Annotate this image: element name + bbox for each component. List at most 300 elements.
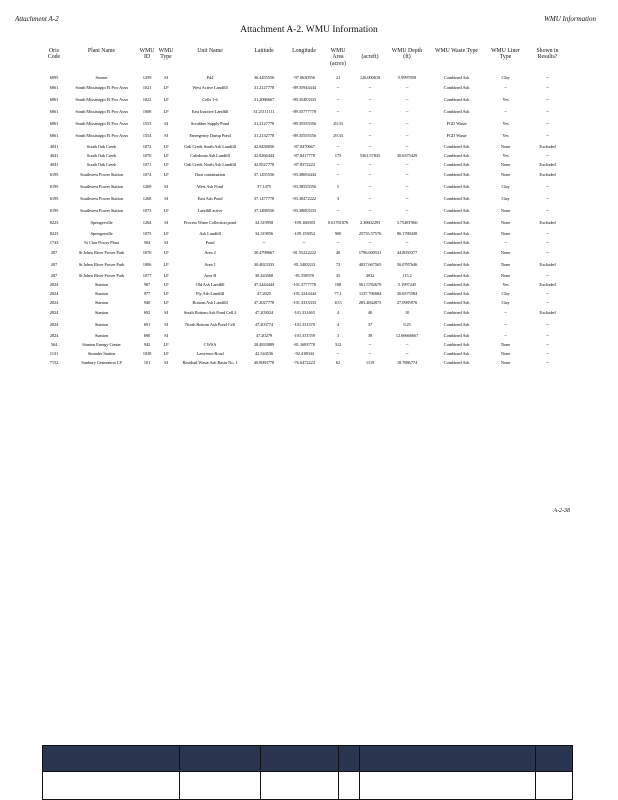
table-cell: 207 xyxy=(50,250,58,256)
table-row xyxy=(42,160,572,169)
table-cell: Strauder Station xyxy=(87,350,116,356)
table-cell: -89.35777778 xyxy=(292,109,316,115)
table-cell: 207 xyxy=(50,272,58,278)
table-cell: 30.6575584 xyxy=(396,290,418,296)
table-cell: -87.8372222 xyxy=(293,161,315,167)
table-cell: -- xyxy=(546,341,549,347)
table-cell: -- xyxy=(368,172,372,178)
table-cell: 10.5 xyxy=(334,299,342,305)
table-cell: Southwest Power Station xyxy=(80,172,123,178)
table-cell: 37.1488556 xyxy=(253,208,275,214)
table-cell: 6195 xyxy=(49,184,59,190)
column-header xyxy=(42,47,66,73)
table-row xyxy=(42,319,572,331)
table-cell: Southwest Power Station xyxy=(80,184,123,190)
table-cell: 1268 xyxy=(142,196,152,202)
table-cell: None xyxy=(500,161,511,167)
column-header-line: Results? xyxy=(537,54,558,61)
column-header xyxy=(157,47,175,73)
column-header xyxy=(425,47,488,73)
table-cell: 34.319956 xyxy=(254,230,274,236)
table-cell: 2824 xyxy=(49,322,59,328)
table-cell: 1022 xyxy=(142,97,152,103)
table-row xyxy=(42,193,572,205)
table-cell: Combined Ash xyxy=(443,262,470,268)
table-cell: -- xyxy=(336,239,340,245)
table-cell: LF xyxy=(163,152,169,158)
table-cell: -- xyxy=(504,322,507,328)
table-cell: -- xyxy=(405,97,409,103)
table-row xyxy=(42,298,572,307)
table-cell: 312 xyxy=(334,341,342,347)
table-cell: 40 xyxy=(335,250,341,256)
table-cell: 2824 xyxy=(49,310,59,316)
table-cell: SI xyxy=(164,310,168,316)
table-cell: Combined Ash xyxy=(443,281,470,287)
table-cell: Yes xyxy=(502,152,509,158)
table-cell: 1076 xyxy=(142,250,152,256)
table-cell: Combined Ash xyxy=(443,152,470,158)
table-cell: Combined Ash xyxy=(443,143,470,149)
column-header xyxy=(175,47,245,73)
footer-band-cell xyxy=(536,746,573,772)
table-cell: 40 xyxy=(367,310,373,316)
table-cell: 101 xyxy=(143,359,151,365)
table-cell: 1269 xyxy=(142,184,152,190)
table-cell: -- xyxy=(405,85,409,91)
table-cell: -101.3333333 xyxy=(292,299,316,305)
table-cell: -- xyxy=(368,143,372,149)
table-cell: Clay xyxy=(501,184,510,190)
table-cell: 38 xyxy=(367,332,373,338)
table-cell: 1074 xyxy=(142,172,152,178)
table-cell: -87.8417778 xyxy=(293,152,315,158)
column-header-line: Type xyxy=(499,54,512,61)
table-cell: -- xyxy=(368,196,372,202)
table-cell: -- xyxy=(405,341,409,347)
table-cell: 1119 xyxy=(365,359,375,365)
table-cell: 2824 xyxy=(49,281,59,287)
table-cell: 564 xyxy=(50,341,58,347)
table-cell: 30.6375429 xyxy=(396,152,418,158)
footer-grid xyxy=(42,745,573,800)
column-header-line: WMU xyxy=(139,48,155,54)
footer-cell xyxy=(536,772,573,800)
table-cell: -81.1683778 xyxy=(293,341,315,347)
table-cell: -- xyxy=(546,74,549,80)
table-cell: Stanton xyxy=(95,299,108,305)
table-cell: LF xyxy=(163,208,169,214)
table-cell: -- xyxy=(405,184,409,190)
table-row xyxy=(42,205,572,217)
table-cell: Pond xyxy=(205,239,215,245)
table-cell: Combined Ash xyxy=(443,239,470,245)
table-cell: St Clair Power Plant xyxy=(84,239,119,245)
column-header-line: Type xyxy=(160,54,172,61)
table-row xyxy=(42,271,572,280)
table-cell: Springerville xyxy=(90,230,113,236)
table-cell: LF xyxy=(163,109,169,115)
column-header-line: (ft) xyxy=(403,54,411,61)
table-cell: Sunbury Generation LP xyxy=(81,359,122,365)
table-cell: LF xyxy=(163,350,169,356)
table-cell: Combined Ash xyxy=(443,230,470,236)
footer-band-cell xyxy=(43,746,180,772)
table-cell: South Mississippi El Pwr Assn xyxy=(75,85,128,91)
table-cell: 37.1455556 xyxy=(253,172,275,178)
table-row xyxy=(42,259,572,271)
column-header xyxy=(137,47,157,73)
table-cell: Excluded xyxy=(539,262,556,268)
table-cell: -- xyxy=(546,239,549,245)
table-cell: Landfill active xyxy=(197,208,223,214)
table-cell: 1131 xyxy=(49,350,59,356)
table-cell: 1006 xyxy=(142,262,152,268)
table-cell: Combined Ash xyxy=(443,184,470,190)
table-cell: Springerville xyxy=(90,220,113,226)
table-cell: Combined Ash xyxy=(443,272,470,278)
table-cell: 1137.796684 xyxy=(358,290,382,296)
table-cell: 47.2444444 xyxy=(253,281,275,287)
column-header-line: Code xyxy=(47,54,61,61)
table-cell: -- xyxy=(405,350,409,356)
table-cell: 1008 xyxy=(142,109,152,115)
table-cell: 10 xyxy=(404,310,410,316)
table-cell: LF xyxy=(163,250,169,256)
footer-cell xyxy=(339,772,360,800)
table-cell: 283.4842875 xyxy=(358,299,382,305)
table-cell: Oak Creek North Ash Landfill xyxy=(184,161,236,167)
table-cell: Combined Ash xyxy=(443,332,470,338)
column-header xyxy=(523,47,572,73)
table-cell: 6061 xyxy=(49,85,59,91)
table-cell: -- xyxy=(504,332,507,338)
table-cell: Combined Ash xyxy=(443,322,470,328)
table-cell: West Ash Pond xyxy=(196,184,223,190)
table-cell: -101.3244444 xyxy=(292,290,316,296)
table-cell: LF xyxy=(163,143,169,149)
table-cell: -97.0630556 xyxy=(293,74,315,80)
table-cell: -- xyxy=(405,121,409,127)
column-header xyxy=(389,47,425,73)
table-cell: 3.7548T966 xyxy=(396,220,418,226)
table-cell: -- xyxy=(368,161,372,167)
table-cell: 6195 xyxy=(49,172,59,178)
table-cell: -- xyxy=(336,172,340,178)
column-header-line: (acreft) xyxy=(361,54,379,61)
table-cell: None xyxy=(500,220,511,226)
table-cell: 4041 xyxy=(49,161,59,167)
table-cell: Pd4 xyxy=(206,74,214,80)
table-cell: -- xyxy=(546,332,549,338)
table-cell: -109.166583 xyxy=(293,220,315,226)
table-cell: 1075 xyxy=(142,230,152,236)
table-cell: Stanton xyxy=(95,290,108,296)
table-cell: LF xyxy=(163,299,169,305)
table-cell: 690 xyxy=(143,332,151,338)
table-cell: Process Water Collection pond xyxy=(183,220,237,226)
table-cell: 72 xyxy=(335,262,341,268)
table-cell: St Johns River Power Park xyxy=(78,262,125,268)
table-cell: -- xyxy=(504,310,507,316)
table-cell: -101.3777778 xyxy=(292,281,316,287)
header-section-label: WMU Information xyxy=(544,15,596,23)
table-cell: Oak Creek South Ash Landfill xyxy=(184,143,236,149)
table-cell: 47.203774 xyxy=(254,322,274,328)
table-cell: -93.38694444 xyxy=(292,172,316,178)
footer-cell xyxy=(43,772,180,800)
table-cell: -- xyxy=(546,272,549,278)
table-cell: 77.1 xyxy=(334,290,342,296)
table-cell: -- xyxy=(546,121,549,127)
table-cell: 30.4823333 xyxy=(253,262,275,268)
table-cell: -- xyxy=(368,208,372,214)
table-cell: West Active Landfill xyxy=(192,85,228,91)
table-cell: 2824 xyxy=(49,290,59,296)
table-cell: -- xyxy=(368,239,372,245)
table-cell: 1072 xyxy=(142,143,152,149)
table-cell: -- xyxy=(405,143,409,149)
table-cell: 30.4798667 xyxy=(253,250,275,256)
table-cell: 47.2027778 xyxy=(253,299,275,305)
table-cell: 1071 xyxy=(142,161,152,167)
table-cell: 1553 xyxy=(142,121,152,127)
table-cell: -- xyxy=(405,109,409,115)
table-cell: East Ash Pond xyxy=(197,196,223,202)
table-cell: 2824 xyxy=(49,332,59,338)
table-cell: -- xyxy=(546,196,549,202)
table-cell: St Johns River Power Park xyxy=(78,250,125,256)
table-cell: 40.8083778 xyxy=(253,359,275,365)
table-cell: SI xyxy=(164,184,168,190)
table-cell: 1554 xyxy=(142,133,152,139)
table-cell: 37.1477778 xyxy=(253,196,275,202)
table-cell: SI xyxy=(164,121,168,127)
table-cell: LF xyxy=(163,272,169,278)
table-cell: South Oak Creek xyxy=(86,152,117,158)
table-cell: 1743 xyxy=(49,239,59,245)
column-header xyxy=(283,47,325,73)
table-cell: 108 xyxy=(334,281,342,287)
table-cell: -- xyxy=(546,322,549,328)
table-cell: Stanton xyxy=(95,332,108,338)
footer-band-cell xyxy=(360,746,536,772)
table-cell: None xyxy=(500,359,511,365)
table-cell: -87.8470667 xyxy=(293,143,315,149)
table-cell: 942 xyxy=(143,341,151,347)
table-cell: 1796.600531 xyxy=(358,250,382,256)
table-cell: 42.8527778 xyxy=(253,161,275,167)
table-cell: North Bottom Ash Pond Cell xyxy=(185,322,235,328)
table-cell: 691 xyxy=(143,322,151,328)
table-cell: Combined Ash xyxy=(443,161,470,167)
table-cell: 1077 xyxy=(142,272,152,278)
table-cell: South Mississippi El Pwr Assn xyxy=(75,133,128,139)
table-cell: 987 xyxy=(143,281,151,287)
table-header-row xyxy=(42,47,572,73)
column-header-line: Oris xyxy=(49,48,59,54)
table-cell: 900 xyxy=(334,230,342,236)
column-header-line: ID xyxy=(143,54,151,61)
table-cell: Combined Ash xyxy=(443,250,470,256)
table-cell: -- xyxy=(336,350,340,356)
table-cell: -101.331559 xyxy=(293,332,315,338)
table-cell: 34.319958 xyxy=(254,220,274,226)
table-cell: Clay xyxy=(501,196,510,202)
column-header-line: Unit Name xyxy=(197,48,223,54)
table-cell: LF xyxy=(163,341,169,347)
table-cell: 6195 xyxy=(49,196,59,202)
table-cell: Southwest Power Station xyxy=(80,208,123,214)
table-row xyxy=(42,106,572,118)
table-cell: -- xyxy=(546,359,549,365)
table-cell: -- xyxy=(405,239,409,245)
table-cell: -- xyxy=(336,85,340,91)
table-cell: -- xyxy=(546,208,549,214)
table-cell: 47.203024 xyxy=(254,310,274,316)
table-cell: LF xyxy=(163,85,169,91)
table-cell xyxy=(175,331,245,340)
table-cell: -- xyxy=(546,230,549,236)
table-cell: None xyxy=(500,230,511,236)
table-cell: -- xyxy=(546,350,549,356)
table-cell: Excluded xyxy=(539,220,556,226)
column-header xyxy=(325,47,351,73)
table-cell: 35 xyxy=(335,272,341,278)
table-cell: -- xyxy=(368,109,372,115)
table-cell: -- xyxy=(405,133,409,139)
table-row xyxy=(42,82,572,94)
table-cell: 18.7886774 xyxy=(396,359,418,365)
table-cell: Clay xyxy=(501,299,510,305)
table-cell: -- xyxy=(368,121,372,127)
table-cell: LF xyxy=(163,172,169,178)
table-cell: Cells 1-6 xyxy=(202,97,218,103)
table-cell: 0.61781876 xyxy=(327,220,349,226)
table-cell: 37.1475 xyxy=(257,184,271,190)
table-cell: -81.558978 xyxy=(294,272,314,278)
table-cell: Combined Ash xyxy=(443,350,470,356)
table-cell: -- xyxy=(405,208,409,214)
table-cell: Combined Ash xyxy=(443,290,470,296)
table-cell: South Oak Creek xyxy=(86,161,117,167)
table-cell: 44.8050377 xyxy=(396,250,418,256)
table-row xyxy=(42,73,572,82)
table-cell: Fly Ash Landfill xyxy=(196,290,224,296)
table-cell: LF xyxy=(163,161,169,167)
table-row xyxy=(42,169,572,181)
table-cell: 175 xyxy=(334,152,342,158)
table-row xyxy=(42,280,572,289)
table-cell: 42.544536 xyxy=(254,350,274,356)
table-row xyxy=(42,118,572,130)
table-cell: 1021 xyxy=(142,85,152,91)
table-cell: 36.4455556 xyxy=(253,74,275,80)
table-cell: Area 2 xyxy=(204,250,216,256)
footer-header-band xyxy=(43,746,573,772)
table-cell: -- xyxy=(546,250,549,256)
table-cell: -- xyxy=(336,143,340,149)
table-cell: 1070 xyxy=(142,152,152,158)
wmu-information-table xyxy=(42,47,572,367)
table-cell: 47.20279 xyxy=(255,332,273,338)
table-cell: Combined Ash xyxy=(443,85,470,91)
table-cell: 977 xyxy=(143,290,151,296)
table-cell: 6195 xyxy=(49,208,59,214)
table-cell: 4032 xyxy=(365,272,375,278)
table-cell: None xyxy=(500,272,511,278)
table-cell: -- xyxy=(368,341,372,347)
table-cell: Ash Landfill xyxy=(199,230,221,236)
table-cell: Excluded xyxy=(539,172,556,178)
table-cell: None xyxy=(500,341,511,347)
table-cell: 1264 xyxy=(142,220,152,226)
table-cell: 7152 xyxy=(49,359,59,365)
table-cell: -- xyxy=(405,196,409,202)
table-cell: -- xyxy=(546,184,549,190)
table-cell: 42.8458056 xyxy=(253,143,275,149)
table-cell: East Inactive Landfill xyxy=(191,109,229,115)
table-cell: -- xyxy=(368,184,372,190)
table-cell: 1073 xyxy=(142,208,152,214)
footer-band-cell xyxy=(180,746,261,772)
table-cell: None xyxy=(500,172,511,178)
table-cell: 8223 xyxy=(49,220,59,226)
table-cell: SI xyxy=(164,74,168,80)
table-cell: SI xyxy=(164,133,168,139)
table-cell: None xyxy=(500,143,511,149)
table-row xyxy=(42,307,572,319)
table-cell: LF xyxy=(163,290,169,296)
table-cell: -- xyxy=(504,239,507,245)
table-cell: 31.2127778 xyxy=(253,121,275,127)
table-cell: Combined Ash xyxy=(443,109,470,115)
table-cell: Dust containation xyxy=(195,172,225,178)
table-cell: Combined Ash xyxy=(443,172,470,178)
table-cell: -- xyxy=(405,161,409,167)
table-cell: Combined Ash xyxy=(443,208,470,214)
footer-cell xyxy=(180,772,261,800)
table-cell: 29.33 xyxy=(333,133,343,139)
table-cell: 31.2132778 xyxy=(253,133,275,139)
page-number: A-2-38 xyxy=(553,508,570,514)
table-cell: 8223 xyxy=(49,230,59,236)
table-cell: SI xyxy=(164,220,168,226)
footer-band-cell xyxy=(261,746,339,772)
column-header-line: Longitude xyxy=(292,48,316,54)
table-cell: SI xyxy=(164,196,168,202)
table-cell: -93.38083333 xyxy=(292,208,316,214)
table-cell: 4 xyxy=(336,310,340,316)
table-cell: Combined Ash xyxy=(443,196,470,202)
table-cell: Area 1 xyxy=(204,262,216,268)
column-header xyxy=(488,47,523,73)
table-cell: -- xyxy=(336,109,340,115)
table-cell: 86.1788438 xyxy=(396,230,418,236)
table-cell: Combined Ash xyxy=(443,310,470,316)
table-cell: 6061 xyxy=(49,121,59,127)
table-cell: Residual Waste Ash Basin No. 1 xyxy=(182,359,238,365)
table-cell: -- xyxy=(546,290,549,296)
table-cell: 30.443568 xyxy=(254,272,274,278)
table-cell: -92.418044 xyxy=(294,350,314,356)
table-cell: 1028 xyxy=(142,350,152,356)
column-header-line: Shown in xyxy=(536,48,559,54)
table-cell: -- xyxy=(546,152,549,158)
table-body xyxy=(42,73,572,367)
table-cell: SI xyxy=(164,322,168,328)
table-cell: 5.1997245 xyxy=(397,281,417,287)
